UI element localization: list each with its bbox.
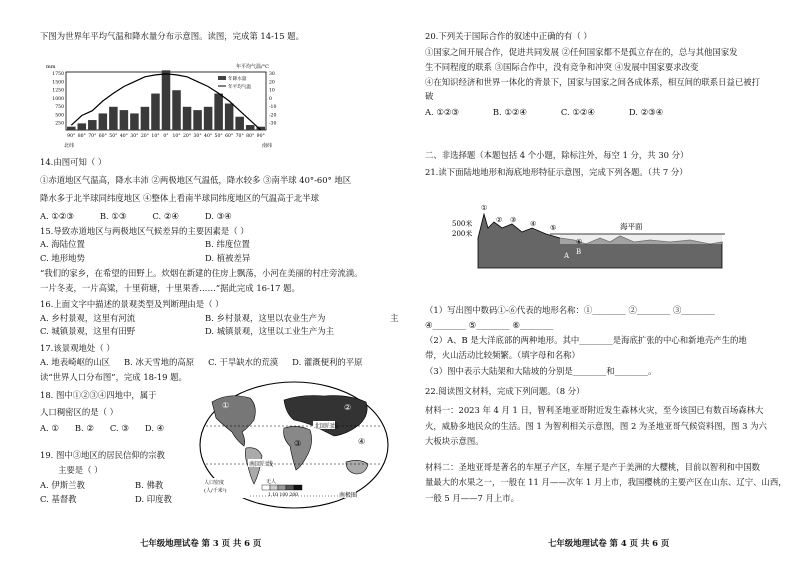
precipitation-bar [172,90,181,130]
q14-choice-c[interactable]: C. ②④ [152,211,179,221]
q20-statements-4: 破 [425,91,434,101]
y-500-label: 500米 [452,220,473,228]
precipitation-bar [204,107,213,130]
x-tick-label: 50° [214,134,223,139]
diagram-marker-4: ④ [530,220,537,228]
legend-unit: (人/千米²) [204,488,227,494]
precipitation-bar [120,110,129,130]
terrain-profile-diagram [450,198,730,270]
footer-page-3: 七年级地理试卷 第 3 页 共 6 页 [140,538,262,548]
antarctic-circle-label: 南极圈 [339,492,358,499]
map-marker-2: ② [344,403,352,412]
legend-swatch-5 [294,485,302,490]
tropic-of-capricorn-label: 南回归线 [249,461,274,468]
tropic-of-cancer-label: 北回归线 [314,423,339,430]
x-tick-label: 80° [246,134,255,139]
q21-part-2-cont: 带，火山活动比较频繁。（填字母和名称） [425,350,580,360]
q15-choice-b[interactable]: B. 纬度位置 [205,239,250,249]
y-right-tick-label: -20 [269,113,277,119]
q15-choice-d[interactable]: D. 植被差异 [205,253,251,263]
passage-line-1: “我们的家乡，在希望的田野上。炊烟在新建的住房上飘荡，小河在美丽的村庄旁流淌。 [40,268,363,278]
y-left-tick-label: 250 [55,121,64,127]
passage-line-2: 一片冬麦，一片高粱，十里荷塘，十里果香……”据此完成 16-17 题。 [40,283,300,293]
q19-choice-d[interactable]: D. 印度教 [135,494,172,504]
legend-swatch-4 [286,485,294,490]
y-right-tick-label: 10 [269,88,275,94]
q19-choice-a[interactable]: A. 伊斯兰教 [40,480,85,490]
q21-part-3: （3）图中表示大陆架和大陆坡的分别是________和________。 [425,366,657,376]
q17-choices [40,357,400,368]
q20-choice-b[interactable]: B. ①②④ [492,107,527,117]
q16-choice-c[interactable]: C. 城镇景观，这里有田野 [40,326,136,336]
material-2-line-1: 材料二：圣地亚哥是著名的车厘子产区，车厘子是产于美洲的大樱桃，目前以智利和中国数 [425,462,760,472]
material-1-line-1: 材料一：2023 年 4 月 1 日，智利圣地亚哥附近发生森林火灾，至今该国已有数百场森林大 [425,405,764,415]
q16-choice-d[interactable]: D. 城镇景观，这里以工业生产为主 [205,326,334,336]
material-2-line-2: 量最大的水果之一，一般在 11 月——次年 1 月上市，我国樱桃的主要产区在山东、辽宁、山西， [425,477,787,487]
precipitation-bar [130,113,139,130]
map-marker-4: ④ [358,437,366,446]
y-right-tick-label: 0 [269,96,272,102]
x-tick-label: 0° [163,134,169,139]
question-20: 20.下列关于国际合作的叙述中正确的有（ ） [425,31,592,41]
q14-statements-1: ①赤道地区气温高，降水丰沛 ②两极地区气温低，降水较多 ③南半球 40°-60° 地区 [40,175,352,185]
q17-choice-a[interactable]: A. 地表崎岖的山区 [40,357,110,367]
q20-statements-3: ④在知识经济和世界一体化的背景下，国家与国家之间各成体系，相互间的联系日益已被打 [425,77,760,87]
q14-choices [40,211,400,222]
precipitation-bar [193,110,202,130]
question-19-line-1: 19. 图中③地区的居民信仰的宗教 [40,450,165,460]
y-left-tick-label: 1000 [52,96,64,102]
x-tick-label: 60° [98,134,107,139]
map-marker-1: ① [222,401,230,410]
q21-part-2: （2）A、B 是大洋底部的两种地形。其中________是海底扩张的中心和新地壳产生的地 [425,335,747,345]
q16-choice-b-continued: 主 [390,313,399,323]
q16-choice-a[interactable]: A. 乡村景观，这里有河流 [40,313,136,323]
legend-swatch-3 [278,485,286,490]
precipitation-bar [214,94,223,130]
question-18-line-1: 18. 图中①②③④四地中，属于 [40,390,157,400]
y-right-tick-label: 30 [269,72,275,77]
legend-title: 人口密度 [204,480,225,486]
q17-choice-c[interactable]: C. 干旱缺水的荒漠 [208,357,279,367]
q19-choice-c[interactable]: C. 基督教 [40,494,77,504]
world-population-map [198,380,390,510]
diagram-marker-b: B [576,248,582,256]
legend-line-label: 年平均气温 [228,85,251,90]
q20-statements-2: 生不同程度的联系 ③国际合作中，没有竞争和冲突 ④发展中国家要求改变 [425,62,699,72]
diagram-marker-3: ③ [510,216,517,224]
x-tick-label: 40° [204,134,213,139]
q18-choice-d[interactable]: D. ④ [144,423,165,433]
x-tick-label: 90° [67,134,76,139]
legend-bar-label: 年降水量 [228,77,247,82]
q18-choices [40,423,200,434]
q18-choice-b[interactable]: B. ② [74,423,94,433]
diagram-marker-6: ⑥ [576,238,583,246]
intro-14-15: 下图为世界年平均气温和降水量分布示意图。读图，完成第 14-15 题。 [40,31,304,41]
footer-page-4: 七年级地理试卷 第 4 页 共 6 页 [548,538,670,548]
x-tick-label: 10° [151,134,160,139]
y-left-tick-label: 750 [55,105,64,111]
q14-choice-a[interactable]: A. ①②③ [40,211,74,221]
intro-18-19: 读“世界人口分布图”，完成 18-19 题。 [40,372,187,382]
q21-part-1-b: ④________ ⑤________ ⑥________ [425,320,554,330]
q20-choice-d[interactable]: D. ②③④ [628,107,664,117]
question-22: 22.阅读图文材料，完成下列问题。（8 分） [425,386,585,396]
question-16: 16.上面文字中描述的景观类型及判断理由是（ ） [40,299,224,309]
precipitation-bar [246,125,255,130]
x-tick-label: 30° [193,134,202,139]
legend-swatch-2 [270,485,278,490]
y-right-tick-label: -10 [269,105,277,111]
y-left-unit: mm [46,64,56,70]
y-right-unit: 年平均气温/°C [236,64,270,70]
precipitation-bar [99,113,108,130]
q20-choices [425,107,775,118]
precipitation-bar [141,107,150,130]
question-17: 17.该景观地处（ ） [40,343,115,353]
legend-bar-swatch [218,76,226,80]
q14-choice-b[interactable]: B. ①③ [99,211,127,221]
precipitation-bar [162,70,171,130]
x-tick-label: 20° [140,134,150,139]
q15-choice-a[interactable]: A. 海陆位置 [40,239,85,249]
sea-level-label: 海平面 [620,222,643,231]
q20-choice-c[interactable]: C. ①②④ [560,107,595,117]
x-tick-label: 30° [130,134,139,139]
q15-choice-c[interactable]: C. 地形地势 [40,253,85,263]
diagram-marker-2: ② [496,216,503,224]
y-left-tick-label: 500 [55,113,64,119]
legend-swatch-1 [262,485,270,490]
material-1-line-3: 大板块示意图。 [425,436,484,446]
y-left-tick-label: 1250 [52,88,64,94]
north-label: 南纬 [262,143,273,149]
climate-chart [40,60,290,150]
question-18-line-2: 人口稠密区的是（ ） [40,407,119,417]
material-2-line-3: 一般 5 月——7 月上市。 [425,493,520,503]
diagram-marker-1: ① [481,204,488,212]
x-tick-label: 50° [109,134,118,139]
diagram-marker-5: ⑤ [550,224,557,232]
q19-choice-b[interactable]: B. 佛教 [135,480,164,490]
precipitation-bar [88,120,97,130]
question-19-line-2: 主要是（ ） [58,465,103,475]
material-1-line-2: 火，威胁多地民众的生活。图 1 为智利相关示意图，图 2 为圣地亚哥气候资料图，图 3 为六 [425,421,767,431]
x-tick-label: 90° [256,134,265,139]
y-right-tick-label: 20 [269,80,275,86]
precipitation-bar [78,123,87,130]
q14-statements-2: 降水多于北半球同纬度地区 ④整体上看南半球同纬度地区的气温高于北半球 [40,193,320,203]
x-tick-label: 70° [88,134,97,139]
map-marker-3: ③ [294,439,302,448]
q21-part-1: （1）写出图中数码①-⑥代表的地形名称：①________ ②________ ③________ [425,305,715,315]
x-tick-label: 70° [235,134,244,139]
q20-choice-a[interactable]: A. ①②③ [425,107,459,117]
x-tick-label: 80° [77,134,86,139]
q18-choice-a[interactable]: A. ① [40,423,59,433]
y-left-tick-label: 1750 [52,72,64,77]
precipitation-bar [225,103,234,130]
q16-choice-b[interactable]: B. 乡村景观，这里以农业生产为 [205,313,326,323]
y-right-tick-label: -30 [269,121,277,127]
precipitation-bar [183,107,192,130]
legend-none-label: 无人 [266,479,277,485]
x-tick-label: 20° [182,134,192,139]
section-2-heading: 二、非选择题（本题包括 4 个小题，除标注外，每空 1 分，共 30 分） [425,150,689,160]
precipitation-bar [67,127,76,130]
q17-choice-b[interactable]: B. 冰天雪地的高原 [124,357,195,367]
x-tick-label: 60° [225,134,234,139]
precipitation-bar [109,107,118,130]
q17-choice-d[interactable]: D. 灌溉便利的平原 [292,357,363,367]
south-label: 北纬 [64,143,75,149]
q20-statements-1: ①国家之间开展合作，促进共同发展 ②任何国家都不是孤立存在的，总与其他国家发 [425,47,738,57]
legend-ticks: 1 10 100 200 [268,493,299,498]
sea-water [560,234,722,244]
question-14: 14.由图可知（ ） [40,157,107,167]
x-tick-label: 40° [119,134,128,139]
q18-choice-c[interactable]: C. ③ [109,423,129,433]
q14-choice-d[interactable]: D. ③④ [204,211,232,221]
y-left-tick-label: 1500 [52,80,64,86]
question-21: 21.读下面陆地地形和海底地形特征示意图，完成下列各题。（共 7 分） [425,167,688,177]
question-15: 15.导致赤道地区与两极地区气候差异的主要因素是（ ） [40,226,249,236]
y-200-label: 200米 [452,230,473,238]
precipitation-bar [235,117,244,130]
diagram-marker-a: A [564,252,570,260]
x-tick-label: 10° [172,134,181,139]
precipitation-bar [151,94,160,130]
